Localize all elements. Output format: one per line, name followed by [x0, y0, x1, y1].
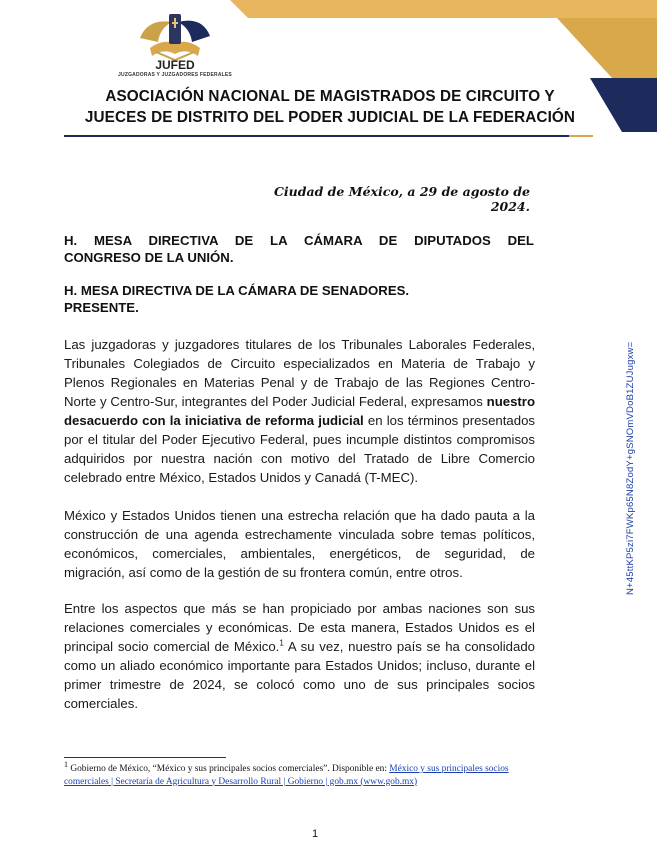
footnote-number: 1 — [64, 759, 68, 769]
paragraph-3-text-b: A su vez, nuestro país se ha consolidado como un aliado económico importante para Estados Unidos; incluso, durante el primer trimestre de 2024, se colocó como uno de sus principales socios comerciales. — [64, 639, 535, 711]
header-rule-navy — [64, 135, 569, 137]
header-rule-gold — [569, 135, 593, 137]
footnote-reference[interactable]: 1 — [279, 638, 284, 648]
paragraph-1-text-b: en los términos presentados por el titular del Poder Ejecutivo Federal, pues incumple distintos compromisos adquiridos por nuestra nación con motivo del Tratado de Libre Comercio celebrado entre México, Estados Unidos y Canadá (T-MEC). — [64, 413, 535, 485]
paragraph-3-text-a: Entre los aspectos que más se han propiciado por ambas naciones son sus relaciones comerciales y económicas. De esta manera, Estados Unidos es el principal socio comercial de México. — [64, 601, 535, 654]
logo-name: JUFED — [155, 58, 195, 72]
footnote-link[interactable]: México y sus principales socios comerciales | Secretaría de Agricultura y Desarrollo Rural | Gobierno | gob.mx (www.gob.mx) — [64, 764, 509, 787]
paragraph-2: México y Estados Unidos tienen una estrecha relación que ha dado pauta a la construcción de una agenda estrechamente vinculada sobre temas políticos, económicos, comerciales, ambientales, energéticos, de seguridad, de migración, así como de la gestión de su frontera común, entre otros. — [64, 508, 535, 580]
date-line: Ciudad de México, a 29 de agosto de 2024. — [273, 184, 530, 214]
org-title-line-2: JUECES DE DISTRITO DEL PODER JUDICIAL DE LA FEDERACIÓN — [84, 109, 576, 126]
organization-title — [40, 86, 620, 128]
side-signature-hash: N+45ttKP5zi7FWKp65N8ZodY+gSNOmVDoB1ZUJugxw= — [625, 341, 636, 595]
addressee-line-2: CONGRESO DE LA UNIÓN. — [64, 250, 234, 265]
footnote-text: Gobierno de México, “México y sus principales socios comerciales”. Disponible en: — [68, 764, 390, 774]
addressee-line-3: H. MESA DIRECTIVA DE LA CÁMARA DE SENADORES. — [64, 283, 410, 298]
paragraph-1-emphasis: nuestro desacuerdo con la iniciativa de reforma judicial — [64, 394, 535, 428]
org-title-line-1: ASOCIACIÓN NACIONAL DE MAGISTRADOS DE CIRCUITO Y — [105, 88, 555, 105]
paragraph-3 — [64, 599, 535, 713]
logo-subtitle: JUZGADORAS Y JUZGADORES FEDERALES — [118, 72, 232, 78]
page-number: 1 — [311, 828, 319, 840]
paragraph-1-text-a: Las juzgadoras y juzgadores titulares de los Tribunales Laborales Federales, Tribunales Colegiados de Circuito especializados en Materia de Trabajo y Plenos Regionales en Materias Penal y de Trabajo de las Regiones Centro-Norte y Centro-Sur, integrantes del Poder Judicial Federal, expresamos — [64, 337, 535, 409]
footnote — [64, 759, 534, 788]
addressee-line-1: H. MESA DIRECTIVA DE LA CÁMARA DE DIPUTADOS DEL — [64, 233, 534, 248]
addressee-line-4: PRESENTE. — [64, 300, 139, 315]
paragraph-1 — [64, 335, 535, 487]
footnote-separator — [64, 757, 226, 758]
